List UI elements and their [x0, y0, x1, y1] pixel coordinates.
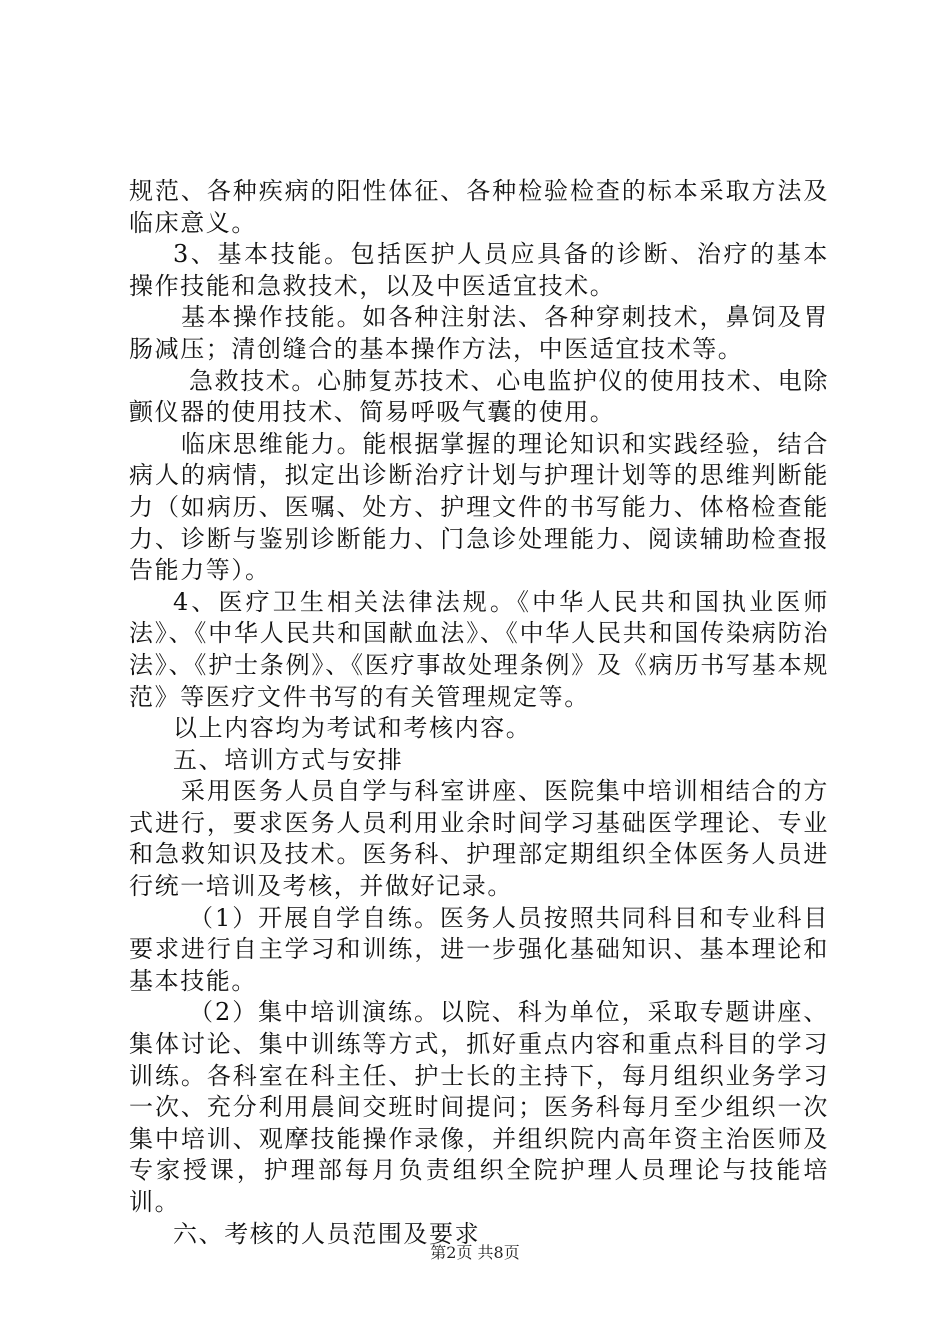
paragraph-training-method: 采用医务人员自学与科室讲座、医院集中培训相结合的方式进行，要求医务人员利用业余时间学习基础医学理论、专业和急救知识及技术。医务科、护理部定期组织全体医务人员进行统一培训及考核，并做好记录。: [129, 777, 829, 901]
paragraph-centralized-training: （2）集中培训演练。以院、科为单位，采取专题讲座、集体讨论、集中训练等方式，抓好重点内容和重点科目的学习训练。各科室在科主任、护士长的主持下，每月组织业务学习一次、充分利用晨间交班时间提问；医务科每月至少组织一次集中培训、观摩技能操作录像，并组织院内高年资主治医师及专家授课，护理部每月负责组织全院护理人员理论与技能培训。: [129, 998, 829, 1216]
paragraph-operation-skills: 基本操作技能。如各种注射法、各种穿刺技术，鼻饲及胃肠减压；清创缝合的基本操作方法，中医适宜技术等。: [129, 303, 829, 363]
paragraph-clinical-thinking: 临床思维能力。能根据掌握的理论知识和实践经验，结合病人的病情，拟定出诊断治疗计划与护理计划等的思维判断能力（如病历、医嘱、处方、护理文件的书写能力、体格检查能力、诊断与鉴别诊断能力、门急诊处理能力、阅读辅助检查报告能力等）。: [129, 429, 829, 585]
paragraph-exam-content: 以上内容均为考试和考核内容。: [173, 714, 532, 743]
paragraph-basic-skills: 3、基本技能。包括医护人员应具备的诊断、治疗的基本操作技能和急救技术，以及中医适宜技术。: [129, 240, 829, 300]
page-number-footer: 第2页 共8页: [430, 1243, 520, 1262]
document-body: [129, 176, 829, 1250]
paragraph-emergency-skills: 急救技术。心肺复苏技术、心电监护仪的使用技术、电除颤仪器的使用技术、简易呼吸气囊的使用。: [129, 366, 829, 427]
paragraph-continuation: 规范、各种疾病的阳性体征、各种检验检查的标本采取方法及临床意义。: [129, 177, 829, 237]
paragraph-self-study: （1）开展自学自练。医务人员按照共同科目和专业科目要求进行自主学习和训练，进一步强化基础知识、基本理论和基本技能。: [129, 903, 829, 995]
paragraph-laws-regulations: 4、医疗卫生相关法律法规。《中华人民共和国执业医师法》、《中华人民共和国献血法》、《中华人民共和国传染病防治法》、《护士条例》、《医疗事故处理条例》及《病历书写基本规范》等医疗文件书写的有关管理规定等。: [129, 587, 829, 711]
section-heading-assessment: 六、考核的人员范围及要求: [173, 1219, 481, 1248]
section-heading-training: 五、培训方式与安排: [173, 745, 404, 774]
